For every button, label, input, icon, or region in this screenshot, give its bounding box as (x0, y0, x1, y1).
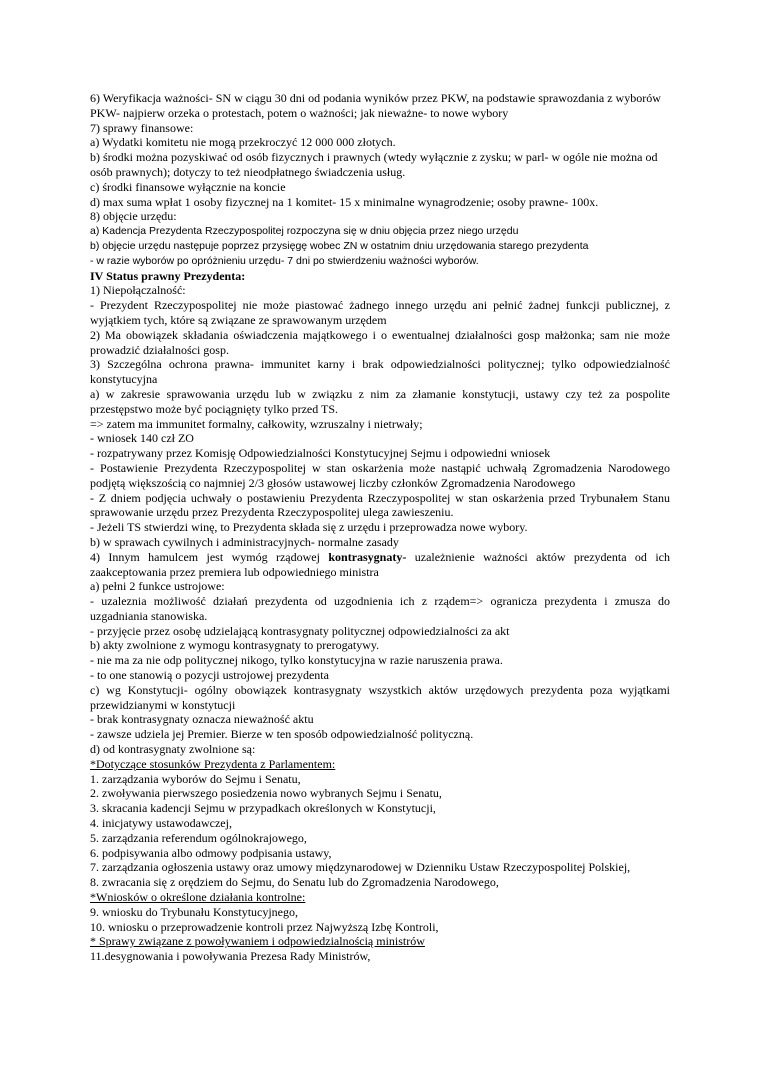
countersignature-note-4: - zawsze udziela jej Premier. Bierze w ten sposób odpowiedzialność polityczną. (90, 727, 474, 742)
motion-note: - wniosek 140 czł ZO (90, 431, 194, 446)
prerogatives-note-2: - to one stanowią o pozycji ustrojowej prezydenta (90, 668, 329, 683)
paragraph-verification: 6) Weryfikacja ważności- SN w ciągu 30 dni od podania wyników przez PKW, na podstawie sprawozdania z wyborów PKW- najpierw orzeka o protestach, potem o ważności; jak nieważne- to nowe wybory (90, 91, 661, 120)
status-item-1: 1) Niepołączalność: (90, 283, 186, 298)
indictment-note: - Postawienie Prezydenta Rzeczypospolitej w stan oskarżenia może nastąpić uchwałą Zgromadzenia Narodowego podjętą większością co najmniej 2/3 głosów ustawowej liczby członków Zgromadzenia Narodowego (90, 460, 670, 490)
status-item-3a: a) w zakresie sprawowania urzędu lub w związku z nim za złamanie konstytucji, ustawy czy też za pospolite przestępstwo może być pociągnięty tylko przed TS. (90, 386, 670, 416)
countersignature-item-a: a) pełni 2 funkce ustrojowe: (90, 579, 225, 594)
guilt-note: - Jeżeli TS stwierdzi winę, to Prezydenta składa się z urzędu i przeprowadza nowe wybory. (90, 520, 528, 535)
immunity-note: => zatem ma immunitet formalny, całkowity, wzruszalny i nietrwały; (90, 416, 423, 431)
finance-item-c: c) środki finansowe wyłącznie na koncie (90, 179, 286, 194)
section-heading-status: IV Status prawny Prezydenta: (90, 268, 246, 283)
subheading-parliament: *Dotyczące stosunków Prezydenta z Parlamentem: (90, 756, 336, 771)
status-item-1-text: - Prezydent Rzeczypospolitej nie może piastować żadnego innego urzędu ani pełnić żadnej funkcji publicznej, z wyjątkiem tych, które są związane ze sprawowanym urzędem (90, 298, 670, 327)
list-item-9: 9. wniosku do Trybunału Konstytucyjnego, (90, 904, 299, 919)
subheading-control: *Wniosków o określone działania kontrolne: (90, 890, 306, 905)
countersignature-note-2: - przyjęcie przez osobę udzielającą kontrasygnaty politycznej odpowiedzialności za akt (90, 623, 510, 638)
list-item-8: 8. zwracania się z orędziem do Sejmu, do Senatu lub do Zgromadzenia Narodowego, (90, 875, 499, 890)
suspension-note: - Z dniem podjęcia uchwały o postawieniu Prezydenta Rzeczypospolitej w stan oskarżenia przed Trybunałem Stanu sprawowanie urzędu przez Prezydenta Rzeczypospolitej ulega zawieszeniu. (90, 490, 670, 520)
status-item-3: 3) Szczególna ochrona prawna- immunitet karny i brak odpowiedzialności politycznej; tylko odpowiedzialność konstytucyjna (90, 357, 670, 387)
list-item-5: 5. zarządzania referendum ogólnokrajowego, (90, 830, 307, 845)
list-item-6: 6. podpisywania albo odmowy podpisania ustawy, (90, 845, 332, 860)
heading-finances: 7) sprawy finansowe: (90, 120, 194, 135)
subheading-ministers: * Sprawy związane z powoływaniem i odpowiedzialnością ministrów (90, 934, 425, 949)
list-item-3: 3. skracania kadencji Sejmu w przypadkach określonych w Konstytucji, (90, 801, 436, 816)
list-item-1: 1. zarządzania wyborów do Sejmu i Senatu, (90, 771, 301, 786)
office-item-note: - w razie wyborów po opróżnieniu urzędu- 7 dni po stwierdzeniu ważności wyborów. (90, 254, 479, 267)
countersignature-definition: uzależnienie ważności aktów prezydenta od ich zaakceptowania przez premiera lub odpowiedniego ministra (90, 549, 670, 579)
list-item-7: 7. zarządzania ogłoszenia ustawy oraz umowy międzynarodowej w Dzienniku Ustaw Rzeczypospolitej Polskiej, (90, 860, 631, 875)
countersignature-paragraph (90, 550, 670, 580)
prerogatives-note-1: - nie ma za nie odp politycznej nikogo, tylko konstytucyjna w razie naruszenia prawa. (90, 653, 503, 668)
countersignature-intro: 4) Innym hamulcem jest wymóg rządowej (90, 549, 329, 564)
status-item-3b: b) w sprawach cywilnych i administracyjnych- normalne zasady (90, 534, 399, 549)
countersignature-note-1: - uzaleznia możliwość działań prezydenta od uzgodnienia ich z rządem=> ogranicza prezydenta i zmusza do uzgadniania stanowiska. (90, 594, 670, 623)
finance-item-b: b) środki można pozyskiwać od osób fizycznych i prawnych (wtedy wyłącznie z zysku; w parl- w ogóle nie można od osób prawnych); dotyczy to też nieodpłatnego świadczenia usług. (90, 150, 658, 179)
list-item-4: 4. inicjatywy ustawodawczej, (90, 816, 232, 831)
office-item-a: a) Kadencja Prezydenta Rzeczypospolitej rozpoczyna się w dniu objęcia przez niego urzędu (90, 225, 519, 238)
office-item-b: b) objęcie urzędu następuje poprzez przysięgę wobec ZN w ostatnim dniu urzędowania starego prezydenta (90, 239, 589, 252)
list-item-10: 10. wniosku o przeprowadzenie kontroli przez Najwyższą Izbę Kontroli, (90, 919, 439, 934)
document-page (90, 91, 670, 964)
committee-note: - rozpatrywany przez Komisję Odpowiedzialności Konstytucyjnej Sejmu i odpowiedni wniosek (90, 446, 551, 461)
list-item-11: 11.desygnowania i powoływania Prezesa Rady Ministrów, (90, 949, 371, 964)
finance-item-a: a) Wydatki komitetu nie mogą przekroczyć 12 000 000 złotych. (90, 135, 396, 150)
countersignature-item-d: d) od kontrasygnaty zwolnione są: (90, 742, 256, 757)
status-item-2: 2) Ma obowiązek składania oświadczenia majątkowego i o ewentualnej działalności gosp małżonka; sam nie może prowadzić działalności gosp. (90, 327, 670, 357)
countersignature-item-b: b) akty zwolnione z wymogu kontrasygnaty to prerogatywy. (90, 638, 380, 653)
countersignature-term: kontrasygnaty- (328, 549, 407, 564)
countersignature-note-3: - brak kontrasygnaty oznacza nieważność aktu (90, 712, 314, 727)
heading-taking-office: 8) objęcie urzędu: (90, 209, 177, 224)
finance-item-d: d) max suma wpłat 1 osoby fizycznej na 1 komitet- 15 x minimalne wynagrodzenie; osoby prawne- 100x. (90, 194, 599, 209)
list-item-2: 2. zwoływania pierwszego posiedzenia nowo wybranych Sejmu i Senatu, (90, 786, 442, 801)
countersignature-item-c: c) wg Konstytucji- ogólny obowiązek kontrasygnaty wszystkich aktów urzędowych prezydenta poza wyjątkami przewidzianymi w konstytucji (90, 682, 670, 712)
